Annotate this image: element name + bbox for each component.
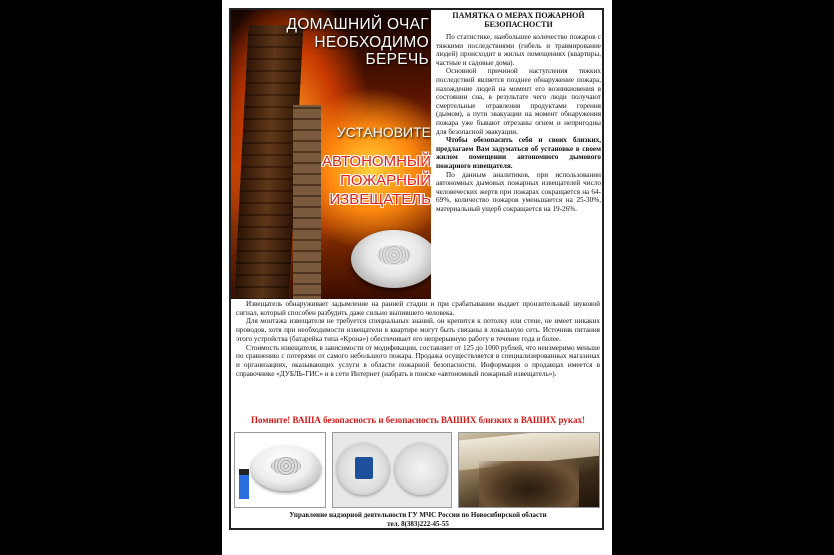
smoke-detector-image: [351, 230, 431, 288]
hero-device-line: АВТОНОМНЫЙ: [321, 153, 431, 170]
body-text: [236, 300, 600, 378]
hero-image: [231, 10, 431, 299]
hero-title-line: НЕОБХОДИМО: [314, 33, 429, 51]
body-paragraph: Для монтажа извещателя не требуется специальных знаний, он крепится к потолку или стене, не имеет никаких проводов, хотя при необходимости извещатели в квартире могут быть связаны в локальную сеть. Источник питания этого устройства (батарейка типа «Крона») обеспечивает его непрерывную работу в течение года и более.: [236, 317, 600, 343]
detector-photo: [234, 432, 326, 508]
footer-organization: Управление надзорной деятельности ГУ МЧС России по Новосибирской области: [289, 511, 547, 519]
detector-base-image: [395, 443, 447, 495]
memo-paragraph: По данным аналитиков, при использовании автономных дымовых пожарных извещателей число человеческих жертв при пожарах сокращается на 64-69%, количество пожаров уменьшается на 25-30%, материальный ущерб сокращается на 19-26%.: [436, 170, 601, 213]
hero-install-text: УСТАНОВИТЕ: [336, 124, 431, 140]
footer: [236, 511, 600, 528]
detector-open-image: [337, 443, 389, 495]
detector-open-photo: [332, 432, 452, 508]
warning-slogan: Помните! ВАША безопасность и безопасность ВАШИХ близких в ВАШИХ руках!: [251, 415, 585, 425]
body-paragraph: Стоимость извещателя, в зависимости от модификации, составляет от 125 до 1000 рублей, что неизмеримо меньше по сравнению с потерями от самого небольшого пожара. Продажа осуществляется в специализированных магазинах и организациях, оказывающих услуги в области пожарной безопасности. Информация о продавцах имеется в справочнике «ДУБЛЬ-ГИС» и в сети Интернет (набрать в поиске «автономный пожарный извещатель»).: [236, 343, 600, 378]
memo-paragraph: По статистике, наибольшее количество пожаров с тяжкими последствиями (гибель и травмирование людей) происходит в жилых помещениях (квартиры, частные и садовые дома).: [436, 33, 601, 67]
memo-column: [436, 11, 601, 213]
hero-device-name: [313, 152, 431, 209]
hero-title-line: БЕРЕЧЬ: [365, 51, 429, 68]
burn-damage-image: [479, 461, 579, 508]
memo-paragraph-bold: Чтобы обезопасить себя и своих близких, предлагаем Вам задуматься об установке в своем жилом помещении автономного дымового пожарного извещателя.: [436, 136, 601, 170]
memo-heading: ПАМЯТКА О МЕРАХ ПОЖАРНОЙ БЕЗОПАСНОСТИ: [452, 11, 585, 29]
hero-title-line: ДОМАШНИЙ ОЧАГ: [286, 16, 429, 33]
footer-phone: тел. 8(383)222-45-55: [387, 519, 449, 528]
burned-room-photo: [458, 432, 600, 508]
body-paragraph: Извещатель обнаруживает задымление на ранней стадии и при срабатывании выдает пронзительный звуковой сигнал, который способен разбудить даже сильно выпившего человека.: [236, 300, 600, 317]
hero-device-line: ПОЖАРНЫЙ: [340, 172, 431, 189]
hero-title: [271, 16, 429, 69]
hero-device-line: ИЗВЕЩАТЕЛЬ: [329, 191, 431, 208]
detector-image: [251, 445, 321, 491]
memo-paragraph: Основной причиной наступления тяжких последствий является позднее обнаружение пожара, нахождение людей на момент его возникновения в состоянии сна, в результате чего люди получают смертельные отравления продуктами горения (дымом), а пути эвакуации на момент обнаружения пожара уже бывают отрезаны огнем и непригодны для безопасной эвакуации.: [436, 67, 601, 136]
battery-image: [239, 469, 249, 499]
